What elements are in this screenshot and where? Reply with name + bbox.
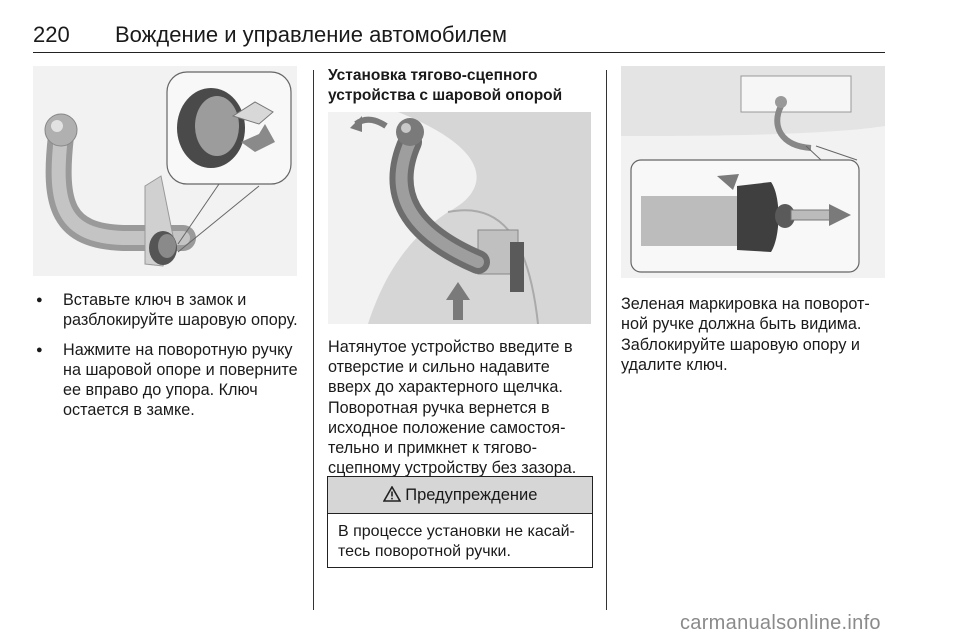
instruction-list <box>33 290 303 430</box>
column-divider <box>606 70 607 610</box>
warning-text: В процессе установки не касай-тесь поворотной ручки. <box>338 523 575 560</box>
figure-tow-ball-insertion <box>328 112 591 324</box>
running-title: Вождение и управление автомобилем <box>115 22 508 47</box>
list-item: ● Вставьте ключ в замок и разблокируйте шаровую опору. <box>33 290 303 330</box>
warning-box <box>327 476 593 568</box>
figure-tow-ball-key-lock <box>33 66 297 276</box>
paragraph: Поворотная ручка вернется в исходное положение самостоя-тельно и примкнет к тягово-сцепному устройству без зазора. <box>328 399 577 477</box>
watermark: carmanualsonline.info <box>680 612 881 634</box>
column-divider <box>313 70 314 610</box>
paragraph: Зеленая маркировка на поворот-ной ручке должна быть видима. <box>621 295 870 333</box>
section-heading: Установка тягово-сцепного устройства с шаровой опорой <box>328 67 563 104</box>
warning-header <box>328 477 592 514</box>
page-header <box>33 18 885 53</box>
figure-green-marking-key-removal <box>621 66 885 278</box>
warning-triangle-icon <box>383 486 406 504</box>
paragraph: Заблокируйте шаровую опору и удалите ключ. <box>621 336 860 374</box>
list-item: ● Нажмите на поворотную ручку на шаровой опоре и поверните ее вправо до упора. Ключ остается в замке. <box>33 340 303 420</box>
page-number: 220 <box>33 22 70 47</box>
paragraph: Натянутое устройство введите в отверстие и сильно надавите вверх до характерного щелчка. <box>328 338 573 396</box>
warning-title: Предупреждение <box>405 486 538 504</box>
